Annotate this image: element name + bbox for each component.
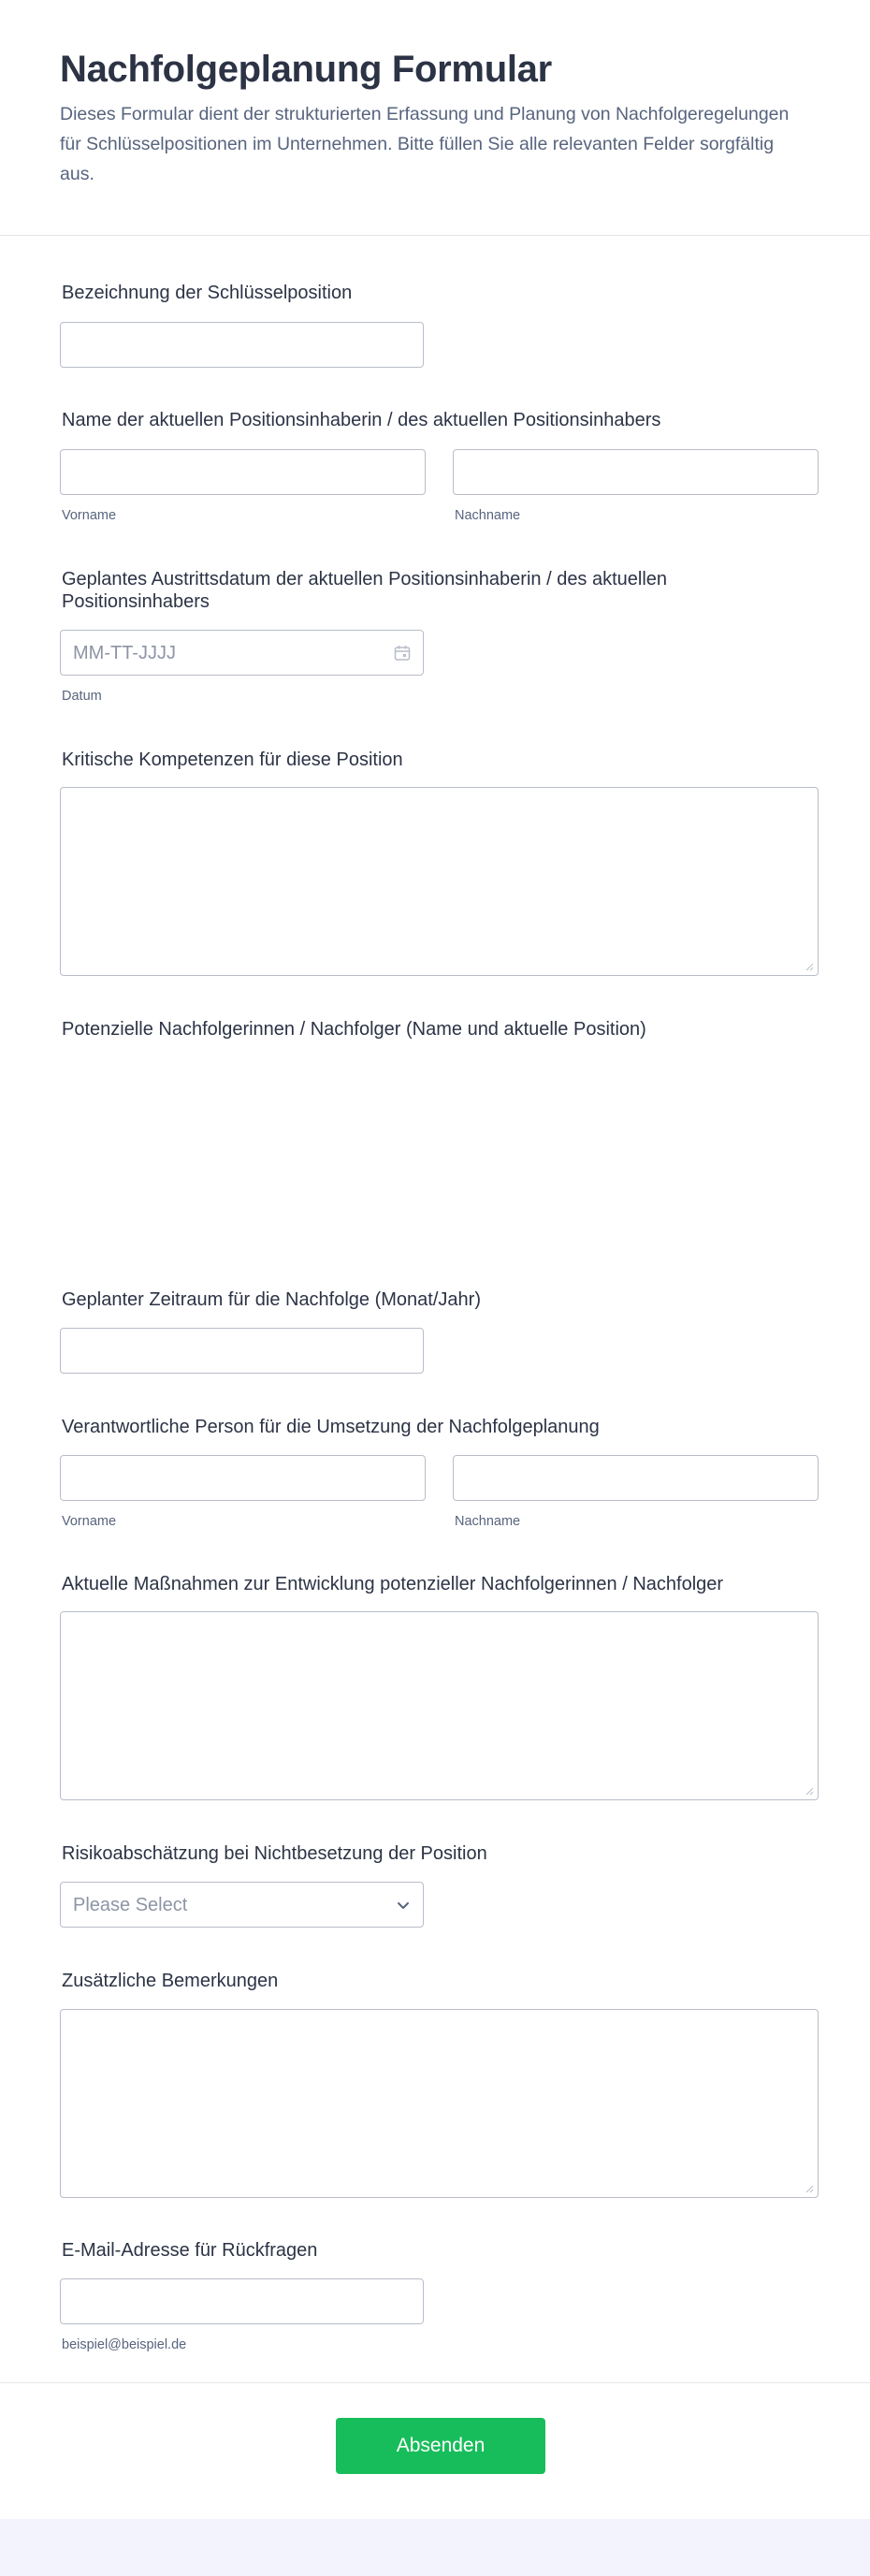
footer-divider <box>0 2382 870 2383</box>
responsible-person-first-name-sublabel: Vorname <box>62 1514 117 1529</box>
current-holder-first-name-sublabel: Vorname <box>62 508 117 523</box>
key-position-input[interactable] <box>60 322 424 368</box>
form-header <box>0 0 870 236</box>
exit-date-label: Geplantes Austrittsdatum der aktuellen Positionsinhaberin / des aktuellen Positionsinhabers <box>62 569 668 612</box>
current-holder-first-name-input[interactable] <box>60 449 426 495</box>
critical-skills-textarea[interactable] <box>60 787 819 976</box>
additional-remarks-textarea[interactable] <box>60 2009 819 2198</box>
form-title: Nachfolgeplanung Formular <box>60 49 552 90</box>
succession-period-label: Geplanter Zeitraum für die Nachfolge (Monat/Jahr) <box>62 1289 481 1310</box>
risk-assessment-placeholder: Please Select <box>73 1895 188 1915</box>
development-measures-label: Aktuelle Maßnahmen zur Entwicklung potenzieller Nachfolgerinnen / Nachfolger <box>62 1574 724 1594</box>
current-holder-last-name-input[interactable] <box>453 449 819 495</box>
calendar-icon[interactable] <box>393 644 412 662</box>
responsible-person-label: Verantwortliche Person für die Umsetzung der Nachfolgeplanung <box>62 1417 600 1437</box>
potential-successors-label: Potenzielle Nachfolgerinnen / Nachfolger (Name und aktuelle Position) <box>62 1019 646 1040</box>
responsible-person-last-name-input[interactable] <box>453 1455 819 1501</box>
email-input[interactable] <box>60 2278 424 2324</box>
form-description: Dieses Formular dient der strukturierten Erfassung und Planung von Nachfolgeregelungen für Schlüsselpositionen im Unternehmen. Bitte füllen Sie alle relevanten Felder sorgfältig aus. <box>60 104 790 184</box>
responsible-person-first-name-input[interactable] <box>60 1455 426 1501</box>
email-sublabel: beispiel@beispiel.de <box>62 2337 187 2352</box>
resize-handle-icon[interactable] <box>805 963 814 971</box>
exit-date-placeholder: MM-TT-JJJJ <box>73 643 176 663</box>
development-measures-textarea[interactable] <box>60 1611 819 1800</box>
additional-remarks-label: Zusätzliche Bemerkungen <box>62 1971 279 1991</box>
submit-button[interactable]: Absenden <box>336 2418 545 2474</box>
risk-assessment-select[interactable] <box>60 1882 424 1928</box>
exit-date-input[interactable] <box>60 630 424 676</box>
resize-handle-icon[interactable] <box>805 1787 814 1796</box>
key-position-label: Bezeichnung der Schlüsselposition <box>62 283 353 303</box>
risk-assessment-label: Risikoabschätzung bei Nichtbesetzung der Position <box>62 1843 487 1864</box>
chevron-down-icon <box>395 1897 412 1914</box>
email-label: E-Mail-Adresse für Rückfragen <box>62 2240 318 2261</box>
critical-skills-label: Kritische Kompetenzen für diese Position <box>62 750 403 770</box>
resize-handle-icon[interactable] <box>805 2185 814 2193</box>
current-holder-label: Name der aktuellen Positionsinhaberin / des aktuellen Positionsinhabers <box>62 410 661 430</box>
succession-period-input[interactable] <box>60 1328 424 1374</box>
responsible-person-last-name-sublabel: Nachname <box>455 1514 521 1529</box>
current-holder-last-name-sublabel: Nachname <box>455 508 521 523</box>
exit-date-sublabel: Datum <box>62 689 102 704</box>
